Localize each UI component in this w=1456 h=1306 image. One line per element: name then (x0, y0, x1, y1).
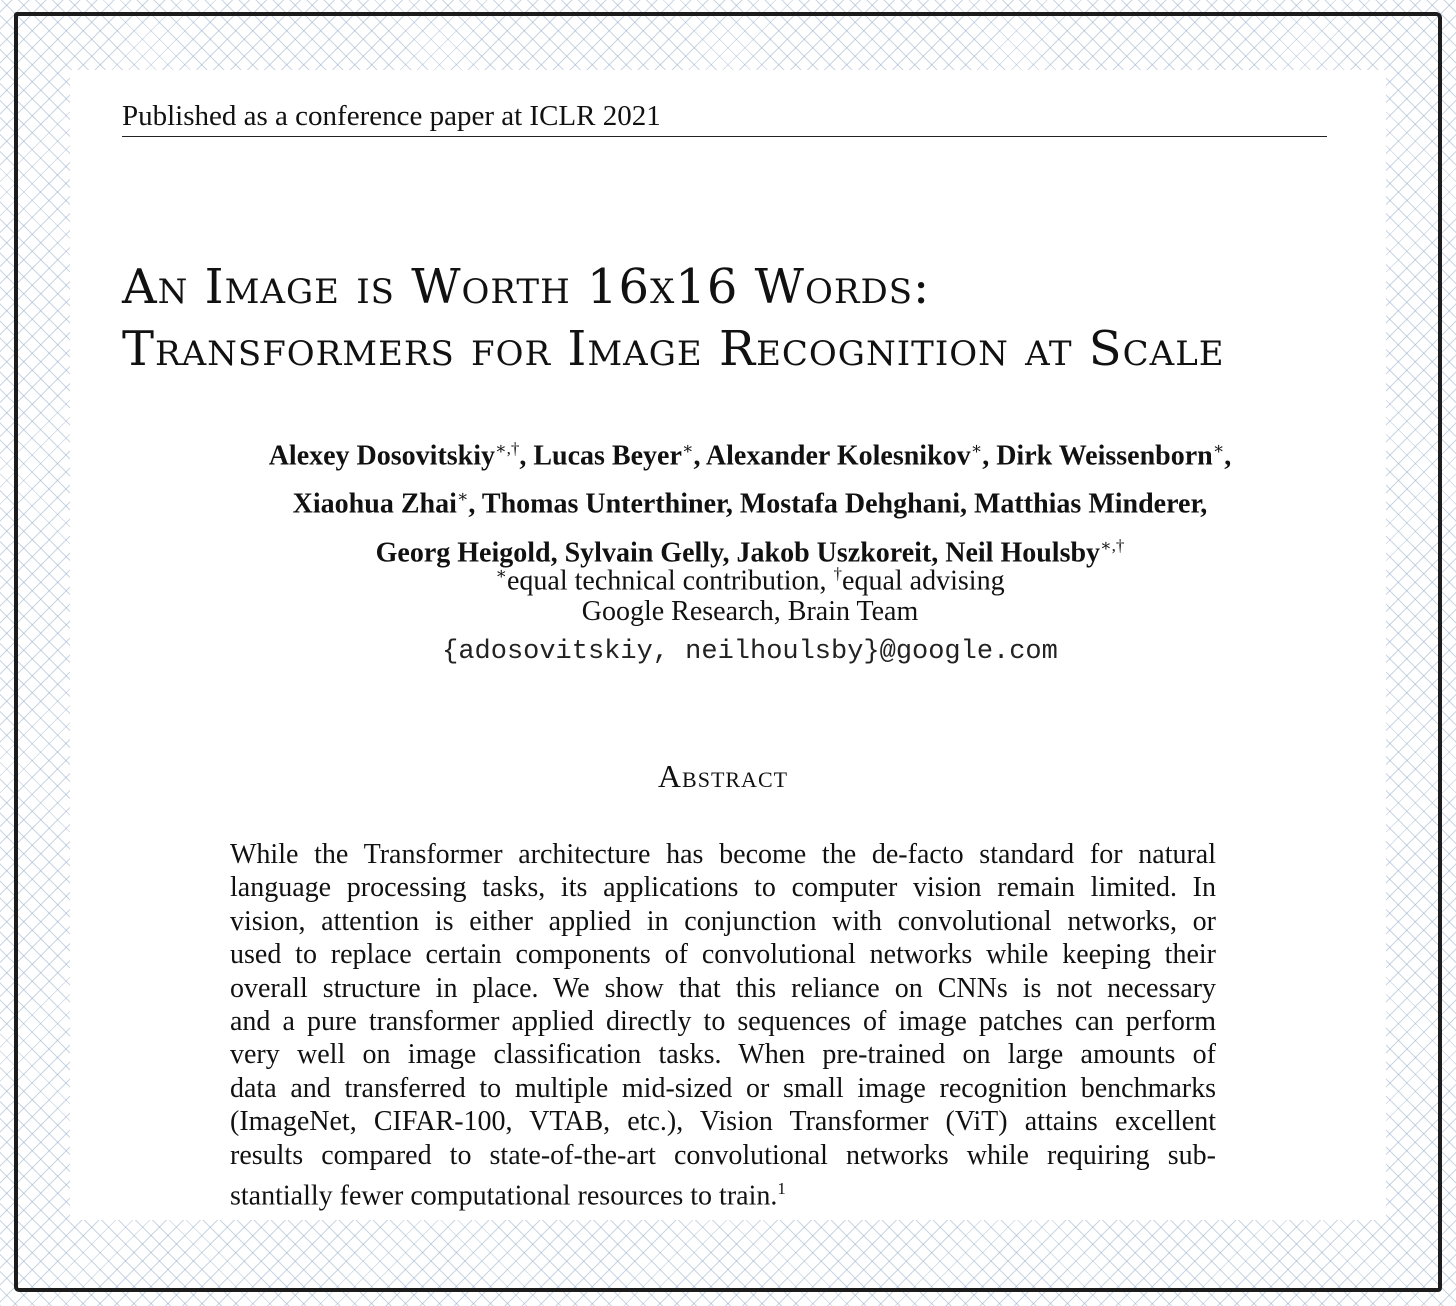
author-separator: , (693, 440, 706, 472)
footnote-mark: 1 (777, 1179, 786, 1199)
author-name: Lucas Beyer (533, 440, 682, 472)
author-mark: ∗ (456, 487, 469, 507)
abstract-line: While the Transformer architecture has become the de-facto standard for natural (230, 839, 1216, 870)
equal-mark: ∗ (495, 564, 507, 583)
abstract-body (230, 838, 1216, 1213)
author-separator: , (519, 440, 534, 472)
abstract-line: (ImageNet, CIFAR-100, VTAB, etc.), Vision Transformer (ViT) attains excellent (230, 1106, 1216, 1138)
equal-text: equal technical contribution, (506, 565, 834, 597)
author-separator: , (1224, 440, 1232, 472)
abstract-line: data and transferred to multiple mid-sized or small image recognition benchmarks (230, 1072, 1216, 1104)
title-line-2: Transformers for Image Recognition at Scale (122, 321, 1225, 377)
title-line-1: An Image is Worth 16x16 Words: (122, 259, 931, 315)
abstract-line: and a pure transformer applied directly to sequences of image patches can perform (230, 1006, 1216, 1038)
author-line-2 (130, 476, 1370, 524)
author-list (130, 428, 1370, 573)
author-name: Alexey Dosovitskiy (268, 440, 496, 472)
paper-title (122, 256, 1342, 380)
advising-mark: † (833, 564, 843, 583)
author-names: Georg Heigold, Sylvain Gelly, Jakob Uszkoreit, Neil Houlsby (375, 536, 1101, 568)
abstract-line: overall structure in place. We show that this reliance on CNNs is not necessary (230, 972, 1216, 1004)
abstract-heading: Abstract (657, 758, 789, 794)
author-name: Alexander Kolesnikov (705, 440, 971, 472)
affiliation: Google Research, Brain Team (581, 596, 919, 627)
contribution-note (130, 556, 1370, 599)
running-header: Published as a conference paper at ICLR 2021 (122, 98, 1327, 137)
author-mark: ∗,† (495, 439, 520, 458)
author-mark: ∗,† (1100, 535, 1125, 555)
abstract-line-last (230, 1172, 1216, 1213)
author-separator: , (982, 440, 997, 472)
contact-email: {adosovitskiy, neilhoulsby}@google.com (442, 637, 1058, 667)
abstract-line: language processing tasks, its applications to computer vision remain limited. In (230, 872, 1216, 904)
abstract-line-text: stantially fewer computational resources to train. (230, 1180, 778, 1212)
author-mark: ∗ (681, 439, 694, 458)
abstract-line: very well on image classification tasks. When pre-trained on large amounts of (230, 1039, 1216, 1071)
author-mark: ∗ (1212, 439, 1225, 458)
author-mark: ∗ (970, 439, 983, 458)
abstract-line: used to replace certain components of convolutional networks while keeping their (230, 939, 1216, 971)
author-name: Xiaohua Zhai (292, 488, 457, 520)
author-line-1 (130, 428, 1370, 476)
author-name: Dirk Weissenborn (996, 440, 1213, 472)
author-names: , Thomas Unterthiner, Mostafa Dehghani, Matthias Minderer, (468, 488, 1208, 520)
advising-text: equal advising (842, 565, 1005, 597)
abstract-line: vision, attention is either applied in conjunction with convolutional networks, or (230, 905, 1216, 937)
abstract-line: results compared to state-of-the-art convolutional networks while requiring sub- (230, 1139, 1216, 1171)
